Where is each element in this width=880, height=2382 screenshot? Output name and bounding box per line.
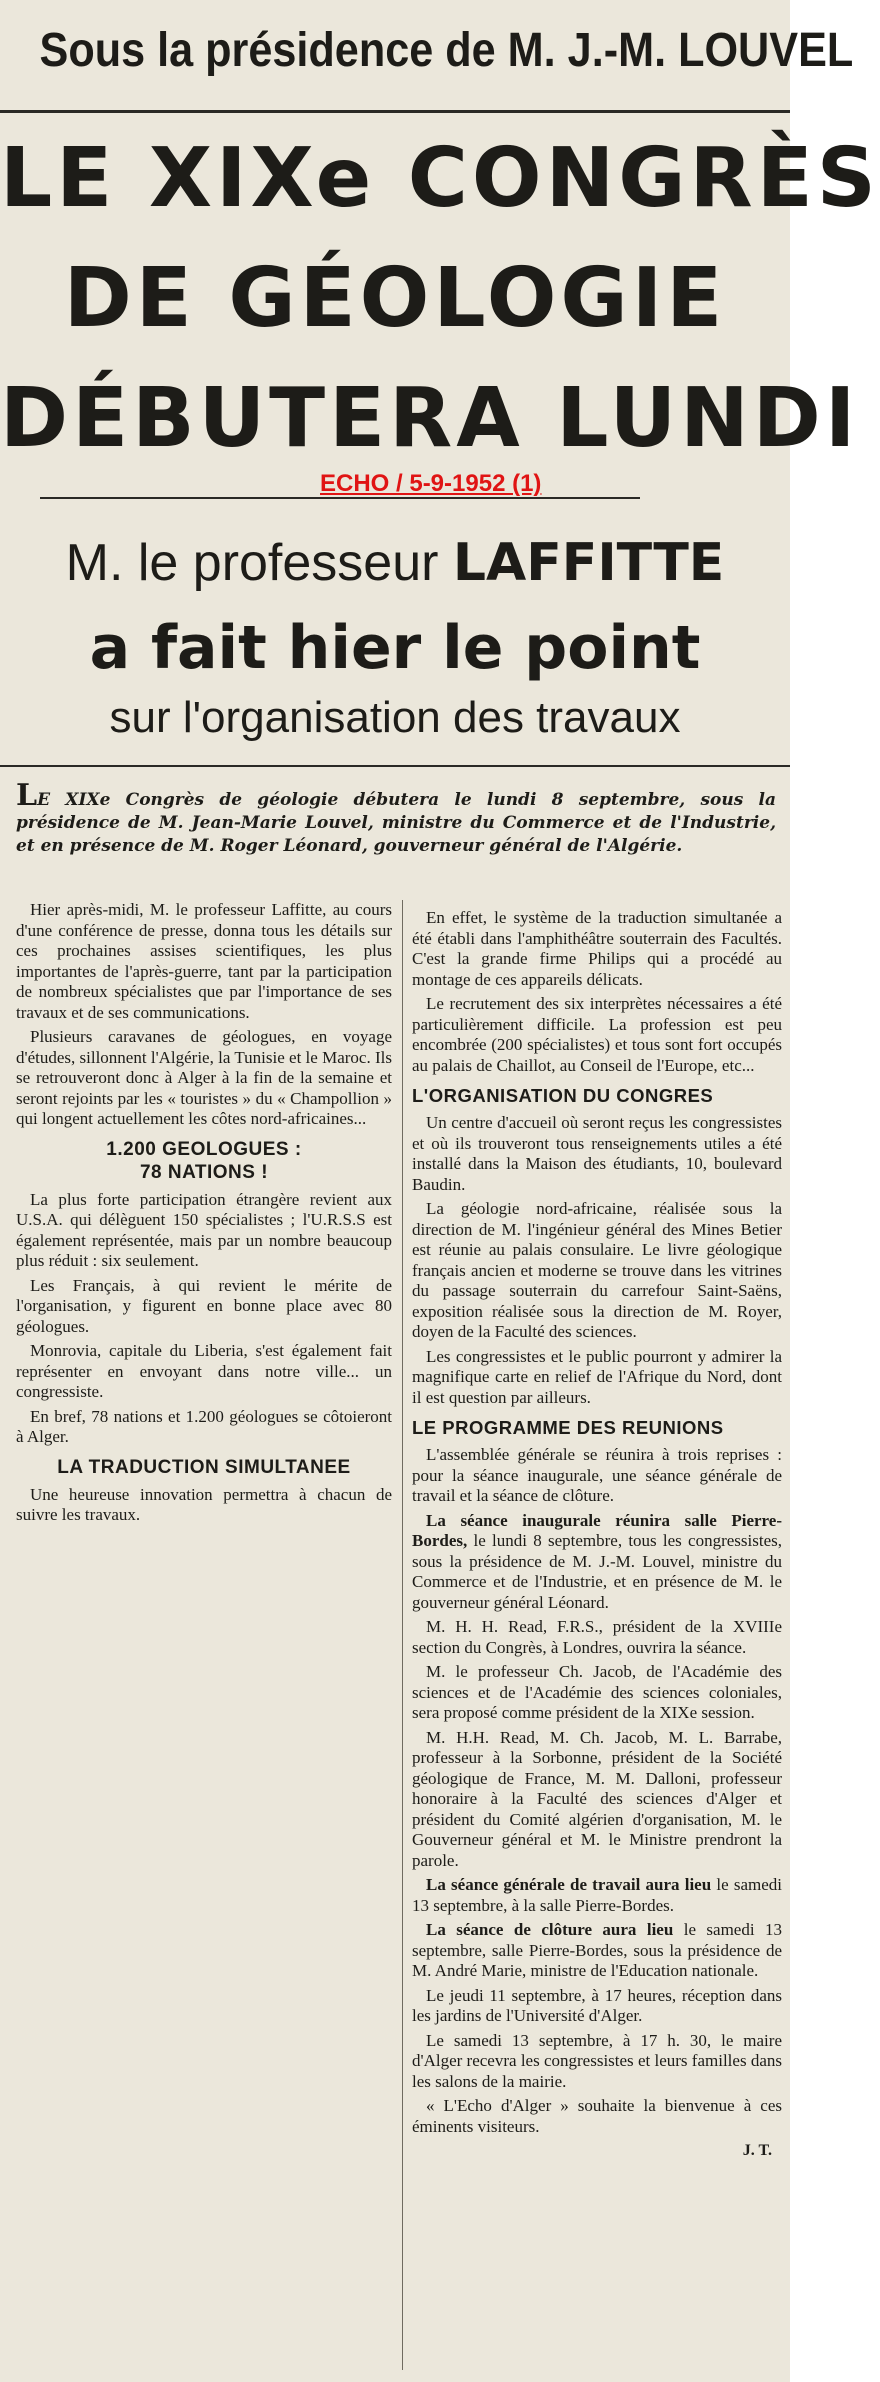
left-paragraph: Monrovia, capitale du Liberia, s'est également fait représenter en envoyant dans notre ville... un congressiste. (16, 1341, 392, 1401)
right-paragraph: En effet, le système de la traduction simultanée a été établi dans l'amphithéâtre souterrain des Facultés. C'est la grande firme Philips qui a procédé au montage de ces appareils délicats. (412, 908, 782, 989)
headline-line-3: DÉBUTERA LUNDI (0, 371, 860, 466)
right-paragraph (412, 1511, 782, 1614)
left-column (16, 900, 392, 1530)
right-paragraph: Un centre d'accueil où seront reçus les congressistes et où ils trouveront tous renseignements utiles a été installé dans la Maison des étudiants, 10, boulevard Baudin. (412, 1113, 782, 1194)
subheading-traduction: LA TRADUCTION SIMULTANEE (57, 1456, 351, 1478)
subhead-name: LAFFITTE (452, 533, 725, 593)
top-rule (0, 110, 790, 113)
right-paragraph: Le jeudi 11 septembre, à 17 heures, réception dans les jardins de l'Université d'Alger. (412, 1985, 782, 2025)
right-paragraph (412, 1920, 782, 1982)
left-paragraph: Plusieurs caravanes de géologues, en voyage d'études, sillonnent l'Algérie, la Tunisie et le Maroc. Ils se retrouveront donc à Alger à la fin de la semaine et seront rejoints par les « touristes » du « Champollion » qui longent actuellement les côtes nord-africaines... (16, 1027, 392, 1128)
subhead-line-1 (0, 528, 790, 598)
lede-paragraph (16, 778, 776, 858)
middle-rule (40, 497, 640, 499)
bold-lead: La séance de clôture aura lieu (426, 1920, 674, 1939)
paragraph-rest: le lundi 8 septembre, tous les congressistes, sous la présidence de M. J.-M. Louvel, ministre du Commerce et de l'Industrie, et en présence de M. le gouverneur général Léonard. (412, 1531, 782, 1612)
kicker-headline: Sous la présidence de M. J.-M. LOUVEL (39, 24, 854, 77)
right-paragraph: M. H.H. Read, M. Ch. Jacob, M. L. Barrabe, professeur à la Sorbonne, président de la Société géologique de France, M. M. Dalloni, professeur honoraire à la Faculté des sciences d'Alger et président du Comité algérien d'organisation, M. le Gouverneur général et M. le Ministre prendront la parole. (412, 1727, 782, 1870)
right-paragraph (412, 1875, 782, 1916)
lower-rule (0, 765, 790, 767)
subheading-programme: LE PROGRAMME DES REUNIONS (412, 1417, 724, 1438)
subheading-organisation: L'ORGANISATION DU CONGRES (412, 1085, 714, 1106)
subhead-line-3: sur l'organisation des travaux (109, 693, 681, 742)
right-paragraph: Le recrutement des six interprètes nécessaires a été particulièrement difficile. La profession est peu encombrée (200 spécialistes) et tous sont fort occupés au palais de Chaillot, au Conseil de l'Europe, etc... (412, 994, 782, 1075)
left-paragraph: Une heureuse innovation permettra à chacun de suivre les travaux. (16, 1484, 392, 1524)
subheading-geologues-line1: 1.200 GEOLOGUES : (106, 1138, 302, 1160)
right-paragraph: M. le professeur Ch. Jacob, de l'Académie des sciences et de l'Académie des sciences coloniales, sera proposé comme président de la XIXe session. (412, 1662, 782, 1722)
archive-stamp: ECHO / 5-9-1952 (1) (320, 470, 542, 497)
lede-text: E XIXe Congrès de géologie débutera le lundi 8 septembre, sous la présidence de M. Jean-Marie Louvel, ministre du Commerce et de l'Industrie, et en présence de M. Roger Léonard, gouverneur général de l'Algérie. (16, 790, 776, 856)
author-signature: J. T. (742, 2142, 772, 2159)
subheading-geologues-line2: 78 NATIONS ! (139, 1161, 269, 1183)
right-column (412, 908, 782, 2162)
paragraph-rest: le samedi 13 septembre, à la salle Pierre-Bordes. (412, 1875, 782, 1915)
bold-lead: La séance inaugurale réunira salle Pierre-Bordes, (412, 1510, 782, 1550)
right-paragraph: « L'Echo d'Alger » souhaite la bienvenue à ces éminents visiteurs. (412, 2096, 782, 2136)
drop-cap: L (16, 778, 38, 813)
right-paragraph: Le samedi 13 septembre, à 17 h. 30, le maire d'Alger recevra les congressistes et leurs familles dans les salons de la mairie. (412, 2030, 782, 2091)
headline-line-1: LE XIXe CONGRÈS (0, 131, 880, 226)
headline-line-2: DE GÉOLOGIE (63, 251, 727, 346)
subheading-geologues (16, 1138, 392, 1184)
left-paragraph: Les Français, à qui revient le mérite de l'organisation, y figurent en bonne place avec 80 géologues. (16, 1275, 392, 1336)
column-divider (402, 900, 403, 2370)
left-paragraph: En bref, 78 nations et 1.200 géologues se côtoieront à Alger. (16, 1406, 392, 1446)
right-paragraph: M. H. H. Read, F.R.S., président de la XVIIIe section du Congrès, à Londres, ouvrira la séance. (412, 1617, 782, 1657)
right-paragraph: La géologie nord-africaine, réalisée sous la direction de M. l'ingénieur général des Mines Betier est réunie au palais consulaire. Le livre géologique français ancien et moderne se trouve dans les vitrines du passage souterrain du carrefour Saint-Saëns, exposition réalisée sous la direction de M. Royer, doyen de la Faculté des sciences. (412, 1199, 782, 1341)
left-paragraph: Hier après-midi, M. le professeur Laffitte, au cours d'une conférence de presse, donna tous les détails sur ces prochaines assises scientifiques, les plus importantes de l'après-guerre, tant par la participation de nombreux spécialistes que par l'importance de ses travaux et de ses communications. (16, 900, 392, 1022)
right-paragraph: Les congressistes et le public pourront y admirer la magnifique carte en relief de l'Afrique du Nord, dont il est question par ailleurs. (412, 1346, 782, 1407)
bold-lead: La séance générale de travail aura lieu (426, 1875, 712, 1894)
subhead-prefix: M. le professeur (65, 534, 453, 592)
subhead-line-2: a fait hier le point (89, 613, 701, 683)
left-paragraph: La plus forte participation étrangère revient aux U.S.A. qui délèguent 150 spécialistes ; l'U.R.S.S est également représentée, mais par un nombre beaucoup plus réduit : six seulement. (16, 1189, 392, 1270)
right-paragraph: L'assemblée générale se réunira à trois reprises : pour la séance inaugurale, une séance générale de travail et la séance de clôture. (412, 1445, 782, 1505)
paragraph-rest: le samedi 13 septembre, salle Pierre-Bordes, sous la présidence de M. André Marie, ministre de l'Education nationale. (412, 1920, 782, 1980)
